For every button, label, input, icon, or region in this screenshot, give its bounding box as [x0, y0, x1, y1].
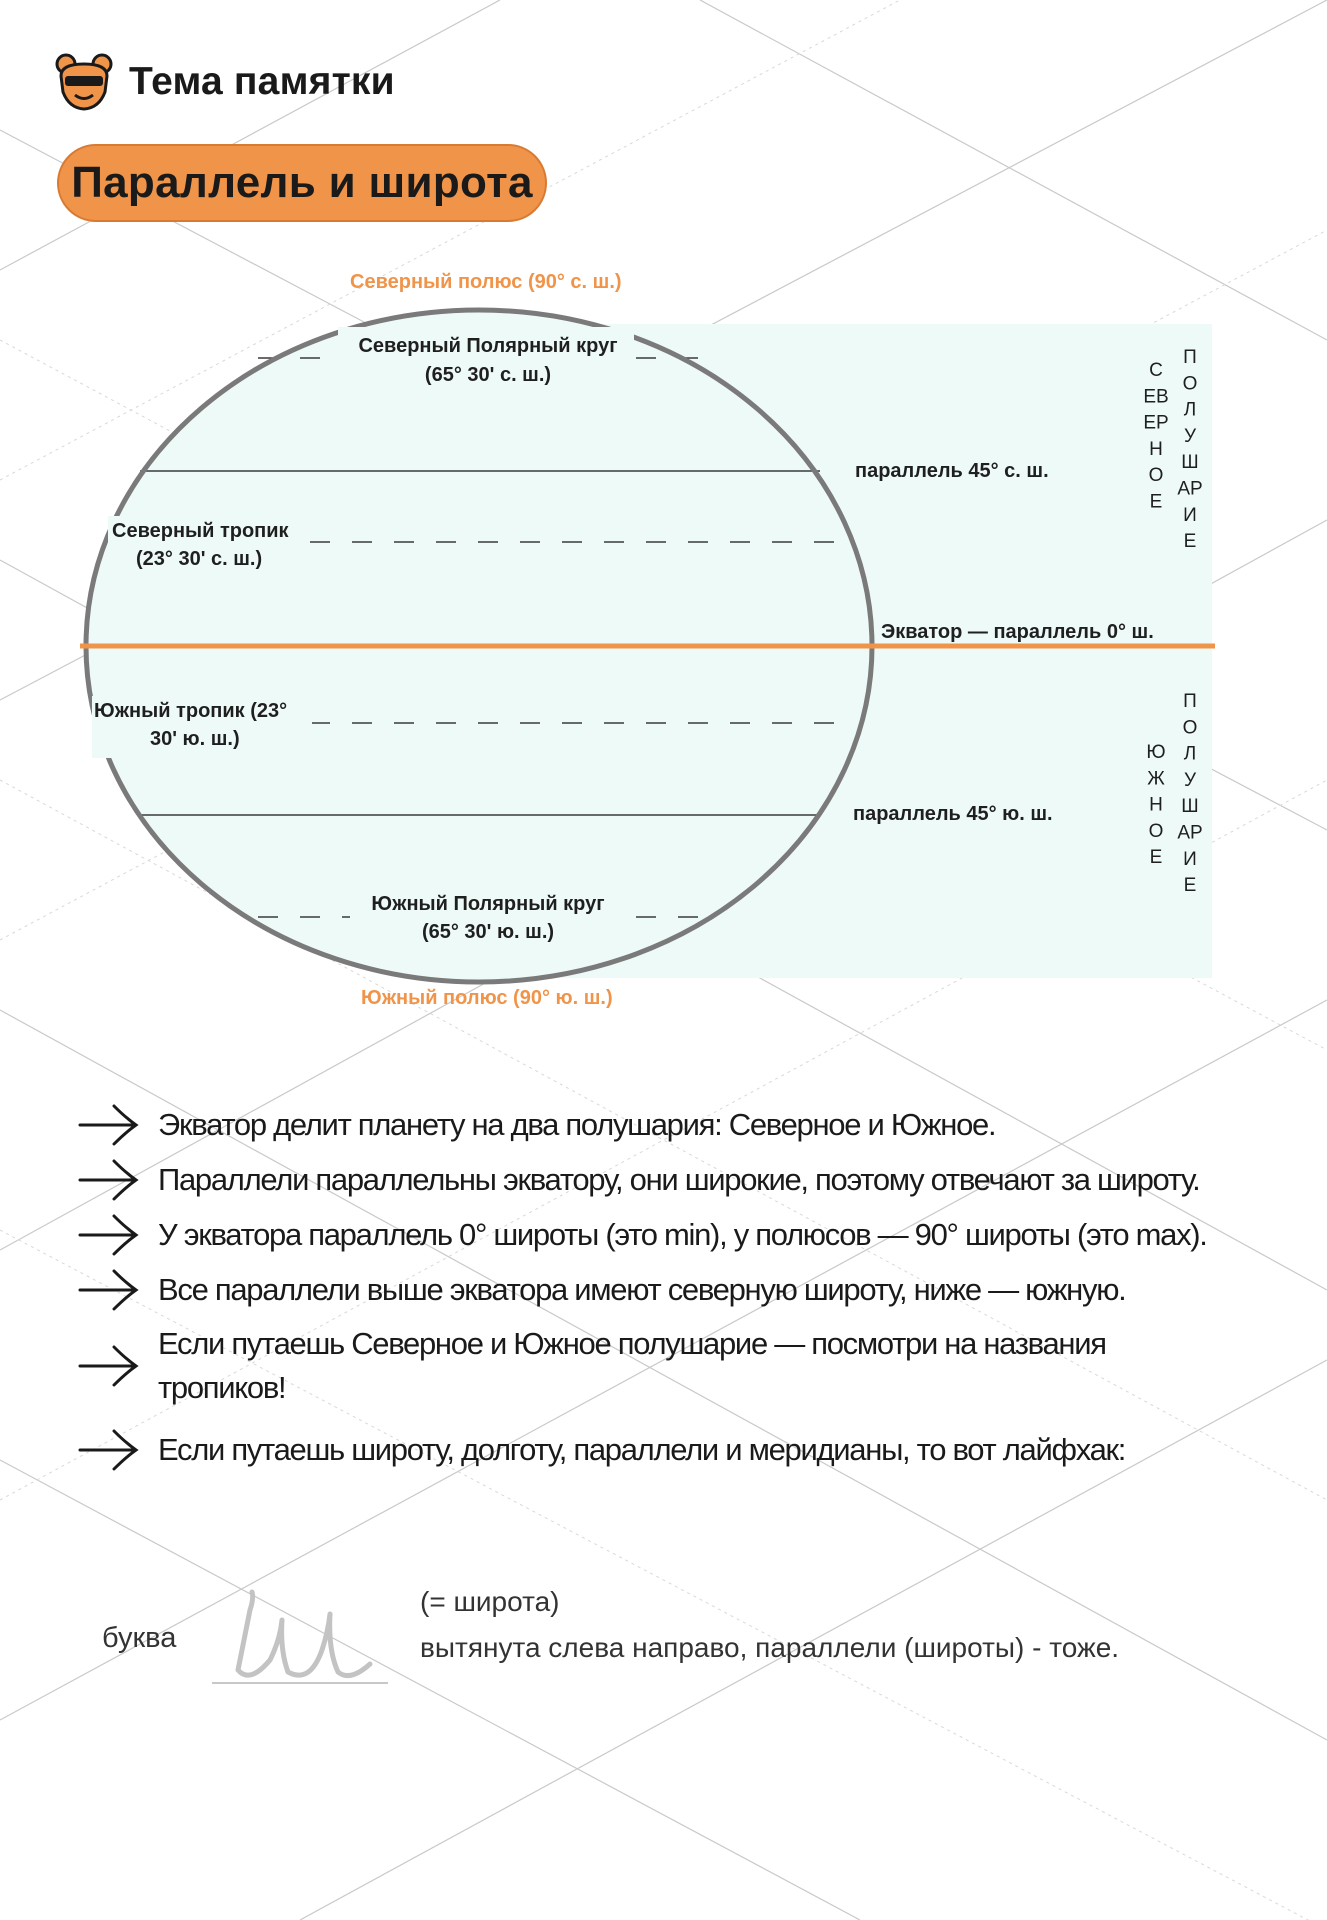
list-item	[76, 1265, 1125, 1315]
hemisphere-letter: Ш	[1181, 796, 1199, 818]
equator-label: Экватор — параллель 0° ш.	[881, 621, 1154, 643]
list-item	[76, 1322, 1106, 1410]
north-polar-circle-label	[338, 327, 634, 391]
bullet-text: Если путаешь Северное и Южное полушарие — посмотри на названия	[158, 1326, 1106, 1361]
list-item	[76, 1425, 1125, 1475]
hemisphere-letter: Л	[1183, 399, 1197, 421]
south-polar-circle-label	[350, 888, 626, 948]
south-tropic-label-line2: 30' ю. ш.)	[150, 728, 240, 750]
hemisphere-letter: П	[1183, 691, 1197, 712]
brand-name: Тема памятки	[129, 60, 395, 103]
south-polar-circle-label-line1: Южный Полярный круг	[371, 893, 605, 915]
lifehack-equals: (= широта)	[420, 1586, 560, 1617]
hemisphere-letter: О	[1182, 373, 1198, 395]
hemisphere-letter: Е	[1149, 847, 1163, 869]
hemisphere-letter: Н	[1149, 438, 1163, 460]
cursive-sha-letter	[210, 1580, 390, 1690]
north-tropic-label-line1: Северный тропик	[112, 520, 289, 542]
north-polar-circle-label-line2: (65° 30' с. ш.)	[424, 364, 552, 386]
north-polar-circle-label-line1: Северный Полярный круг	[358, 335, 618, 357]
hemisphere-letter: ЕВ	[1143, 386, 1169, 408]
south-tropic-label	[92, 696, 312, 758]
hemisphere-letter: С	[1149, 360, 1163, 381]
bullet-text: Экватор делит планету на два полушария: Северное и Южное.	[158, 1107, 996, 1142]
hemisphere-letter: Ю	[1146, 742, 1166, 763]
list-item	[76, 1100, 995, 1150]
hemisphere-letter: О	[1182, 717, 1198, 739]
arrow-right-icon	[76, 1155, 142, 1205]
hemisphere-letter: Н	[1149, 794, 1163, 816]
south-pole-label: Южный полюс (90° ю. ш.)	[361, 987, 613, 1009]
arrow-right-icon	[76, 1341, 142, 1391]
south-tropic-label-line1: Южный тропик (23°	[94, 700, 288, 722]
arrow-right-icon	[76, 1425, 142, 1475]
lifehack	[0, 1560, 1327, 1700]
bullet-text: Параллели параллельны экватору, они широкие, поэтому отвечают за широту.	[158, 1162, 1200, 1197]
hemisphere-letter: Е	[1183, 875, 1197, 897]
arrow-right-icon	[76, 1210, 142, 1260]
list-item	[76, 1155, 1199, 1205]
north-tropic-label-line2: (23° 30' с. ш.)	[136, 548, 263, 570]
hemisphere-letter: И	[1183, 848, 1197, 870]
parallel-45-south-label: параллель 45° ю. ш.	[853, 803, 1053, 825]
lifehack-prefix: буква	[102, 1622, 177, 1654]
hemisphere-letter: О	[1148, 820, 1164, 842]
bullet-text-continuation: тропиков!	[158, 1370, 286, 1405]
hemisphere-letter: Ш	[1181, 452, 1199, 474]
hemisphere-letter: Е	[1183, 531, 1197, 553]
hemisphere-letter: У	[1183, 425, 1197, 447]
parallel-45-north-label: параллель 45° с. ш.	[855, 460, 1049, 482]
north-tropic-label	[108, 516, 308, 578]
north-pole-label: Северный полюс (90° с. ш.)	[350, 271, 622, 293]
hemisphere-letter: АР	[1177, 822, 1203, 844]
hemisphere-letter: У	[1183, 769, 1197, 791]
lifehack-explanation: вытянута слева направо, параллели (широты) - тоже.	[420, 1632, 1120, 1663]
hemisphere-letter: Ж	[1147, 768, 1165, 790]
hemisphere-letter: И	[1183, 504, 1197, 526]
bullet-text: У экватора параллель 0° широты (это min), у полюсов — 90° широты (это max).	[158, 1217, 1207, 1252]
arrow-right-icon	[76, 1100, 142, 1150]
hemisphere-letter: Л	[1183, 743, 1197, 765]
south-polar-circle-label-line2: (65° 30' ю. ш.)	[421, 921, 555, 943]
hemisphere-letter: О	[1148, 465, 1164, 487]
bullet-text: Если путаешь широту, долготу, параллели и меридианы, то вот лайфхак:	[158, 1432, 1126, 1467]
bullet-text: Все параллели выше экватора имеют северную широту, ниже — южную.	[158, 1272, 1126, 1307]
hemisphere-letter: Е	[1149, 491, 1163, 513]
hemisphere-letter: ЕР	[1143, 412, 1169, 434]
list-item	[76, 1210, 1207, 1260]
hemisphere-letter: П	[1183, 347, 1197, 368]
arrow-right-icon	[76, 1265, 142, 1315]
page-title: Параллель и широта	[71, 158, 533, 207]
hemisphere-letter: АР	[1177, 478, 1203, 500]
